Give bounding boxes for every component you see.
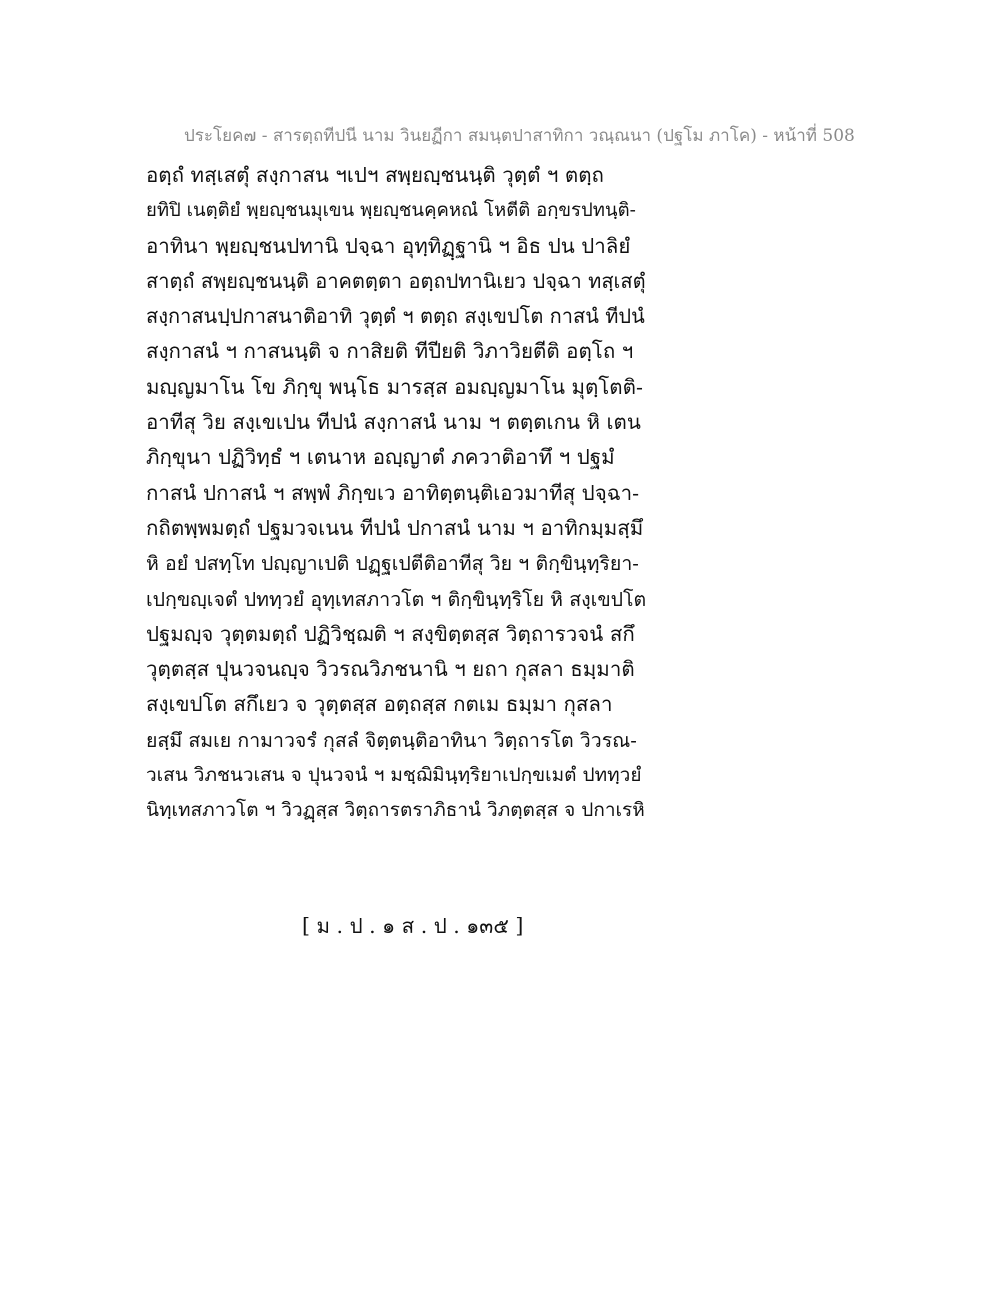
text-line: ปฐมญฺจ วุตฺตมตฺถํ ปฏิวิชฺฌติ ฯ สงฺขิตฺตสฺส วิตฺถารวจนํ สกึ: [146, 621, 635, 646]
text-line: กาสนํ ปกาสนํ ฯ สพฺพํ ภิกฺขเว อาทิตฺตนฺติเอวมาทีสุ ปจฺฉา-: [146, 480, 640, 505]
text-line: สงฺเขปโต สกึเยว จ วุตฺตสฺส อตฺถสฺส กตเม ธมฺมา กุสลา: [146, 692, 613, 717]
text-line: วเสน วิภชนวเสน จ ปุนวจนํ ฯ มชฺฌิมินฺทฺริยาเปกฺขเมตํ ปททฺวยํ: [146, 764, 642, 787]
body-text: [146, 158, 866, 829]
text-line: กถิตพฺพมตฺถํ ปฐมวจเนน ทีปนํ ปกาสนํ นาม ฯ อาทิกมฺมสฺมึ: [146, 515, 644, 540]
text-line: เปกฺขญฺเจตํ ปททฺวยํ อุทฺเทสภาวโต ฯ ติกฺขินฺทฺริโย หิ สงฺเขปโต: [146, 587, 647, 611]
text-line: สงฺกาสนปฺปกาสนาติอาทิ วุตฺตํ ฯ ตตฺถ สงฺเขปโต กาสนํ ทีปนํ: [146, 304, 645, 329]
text-line: หิ อยํ ปสทฺโท ปญฺญาเปติ ปฏฺฐเปตีติอาทีสุ วิย ฯ ติกฺขินฺทฺริยา-: [146, 552, 639, 576]
text-line: ภิกฺขุนา ปฏิวิทฺธํ ฯ เตนาห อญฺญาตํ ภควาติอาทึ ฯ ปฐมํ: [146, 445, 615, 470]
text-line: ยสฺมึ สมเย กามาวจรํ กุสลํ จิตฺตนฺติอาทินา วิตฺถารโต วิวรณ-: [146, 728, 637, 752]
page-reference: [ ม . ป . ๑ ส . ป . ๑๓๕ ]: [302, 914, 524, 938]
text-line: อตฺถํ ทสฺเสตุํ สงฺกาสน ฯเปฯ สพฺยญฺชนนฺติ วุตฺตํ ฯ ตตฺถ: [146, 163, 604, 187]
text-line: มญฺญมาโน โข ภิกฺขุ พนฺโธ มารสฺส อมญฺญมาโน มุตฺโตติ-: [146, 374, 643, 399]
text-line: อาทินา พฺยญฺชนปทานิ ปจฺฉา อุทฺทิฏฺฐานิ ฯ อิธ ปน ปาลิยํ: [146, 233, 631, 258]
text-line: นิทฺเทสภาวโต ฯ วิวฏฺสฺส วิตฺถารตราภิธานํ วิภตฺตสฺส จ ปกาเรหิ: [146, 799, 645, 822]
text-line: วุตฺตสฺส ปุนวจนญฺจ วิวรณวิภชนานิ ฯ ยถา กุสลา ธมฺมาติ: [146, 657, 635, 682]
text-line: สงฺกาสนํ ฯ กาสนนฺติ จ กาสิยติ ทีปียติ วิภาวิยตีติ อตฺโถ ฯ: [146, 339, 634, 364]
text-line: อาทีสุ วิย สงฺเขเปน ทีปนํ สงฺกาสนํ นาม ฯ ตตฺตเกน หิ เตน: [146, 410, 641, 435]
page-header: ประโยค๗ - สารตฺถทีปนี นาม วินยฏีกา สมนฺตปาสาทิกา วณฺณนา (ปฐโม ภาโค) - หน้าที่ 508: [184, 126, 855, 146]
text-line: ยทิปิ เนตฺติยํ พฺยญฺชนมุเขน พฺยญฺชนคฺคหณํ โหตีติ อกฺขรปทนฺติ-: [146, 200, 636, 222]
text-line: สาตฺถํ สพฺยญฺชนนฺติ อาคตตฺตา อตฺถปทานิเยว ปจฺฉา ทสฺเสตุํ: [146, 268, 646, 293]
